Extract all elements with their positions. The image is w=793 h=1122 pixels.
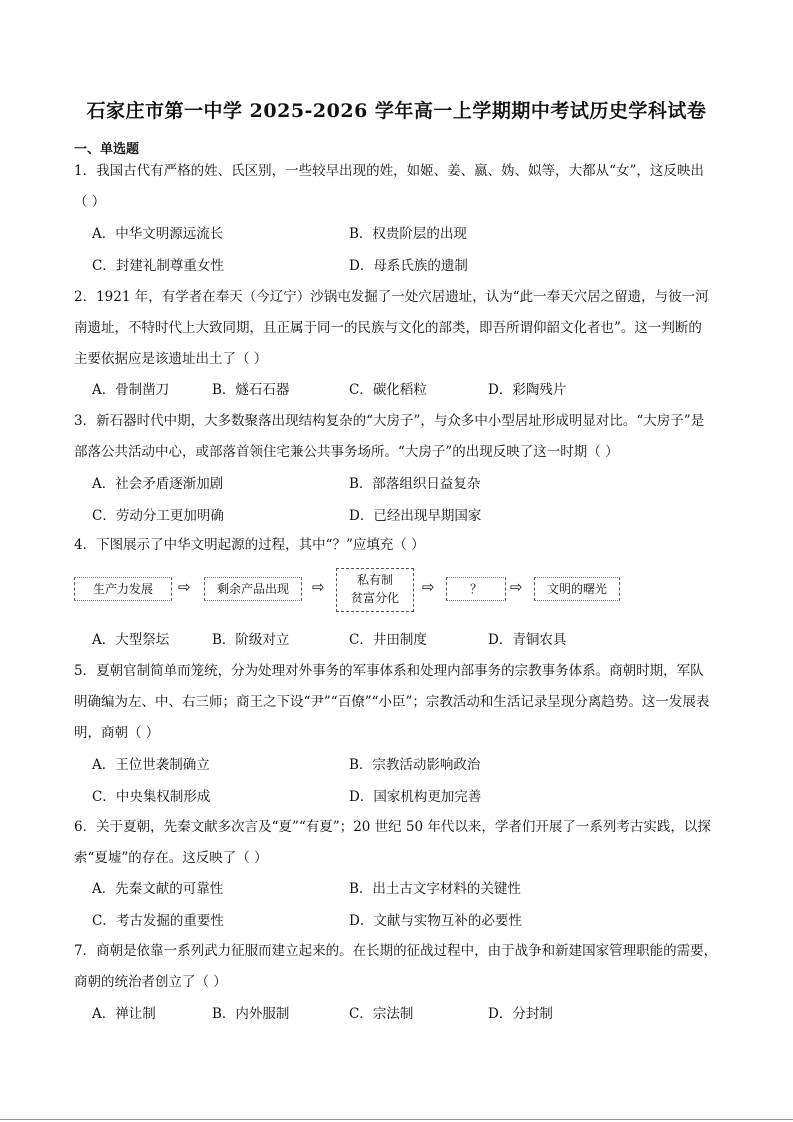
question-1 xyxy=(74,156,722,218)
question-5 xyxy=(74,656,722,749)
flow-step-private-ownership-line-1: 私有制 xyxy=(356,573,393,587)
question-5-options xyxy=(92,749,722,813)
question-7-option-a[interactable]: A．禅让制 xyxy=(92,1006,156,1022)
question-1-option-a[interactable]: A．中华文明源远流长 xyxy=(92,226,224,242)
section-heading: 一、单选题 xyxy=(74,142,140,157)
question-5-option-d[interactable]: D．国家机构更加完善 xyxy=(349,789,482,805)
flow-step-private-ownership xyxy=(336,568,414,612)
question-5-line-3: 明，商朝（ ） xyxy=(74,725,160,741)
question-2 xyxy=(74,282,722,375)
question-2-option-d[interactable]: D．彩陶残片 xyxy=(488,382,567,398)
question-3-options xyxy=(92,468,722,532)
question-2-line-2: 南遗址，不特时代上大致同期，且正属于同一的民族与文化的部类，即吾所谓仰韶文化者也”。这一判断的 xyxy=(74,320,702,336)
question-4-option-b[interactable]: B．阶级对立 xyxy=(212,632,290,648)
question-5-option-a[interactable]: A．王位世袭制确立 xyxy=(92,757,210,773)
question-1-line-2: （ ） xyxy=(74,194,106,210)
question-5-line-1: 5．夏朝官制简单而笼统，分为处理对外事务的军事体系和处理内部事务的宗教事务体系。商朝时期，军队 xyxy=(74,663,704,679)
exam-title: 石家庄市第一中学 2025-2026 学年高一上学期期中考试历史学科试卷 xyxy=(86,100,707,122)
question-3-option-c[interactable]: C．劳动分工更加明确 xyxy=(92,508,224,524)
flow-step-surplus: 剩余产品出现 xyxy=(204,577,302,601)
question-3-option-a[interactable]: A．社会矛盾逐渐加剧 xyxy=(92,476,224,492)
question-5-option-c[interactable]: C．中央集权制形成 xyxy=(92,789,211,805)
question-6-option-a[interactable]: A．先秦文献的可靠性 xyxy=(92,881,224,897)
flow-step-private-ownership-line-2: 贫富分化 xyxy=(350,591,399,605)
question-7-line-1: 7．商朝是依靠一系列武力征服而建立起来的。在长期的征战过程中，由于战争和新建国家管理职能的需要， xyxy=(74,943,718,959)
question-2-line-3: 主要依据应是该遗址出土了（ ） xyxy=(74,351,268,367)
civilization-flow-diagram xyxy=(74,568,634,612)
flow-arrow-icon: ⇨ xyxy=(312,578,325,596)
question-3-option-d[interactable]: D．已经出现早期国家 xyxy=(349,508,482,524)
flow-step-productivity: 生产力发展 xyxy=(74,577,172,601)
question-1-line-1: 1．我国古代有严格的姓、氏区别，一些较早出现的姓，如姬、姜、嬴、妫、姒等，大都从“女”，这反映出 xyxy=(74,163,704,179)
question-7-options xyxy=(92,998,722,1030)
question-7-line-2: 商朝的统治者创立了（ ） xyxy=(74,974,227,990)
question-2-option-a[interactable]: A．骨制凿刀 xyxy=(92,382,170,398)
question-7-option-c[interactable]: C．宗法制 xyxy=(349,1006,414,1022)
question-7 xyxy=(74,936,722,998)
question-7-option-b[interactable]: B．内外服制 xyxy=(212,1006,290,1022)
question-2-line-1: 2．1921 年，有学者在奉天（今辽宁）沙锅屯发掘了一处穴居遗址，认为“此一奉天穴居之留遗，与彼一河 xyxy=(74,289,709,305)
question-3 xyxy=(74,406,722,468)
question-4-option-c[interactable]: C．井田制度 xyxy=(349,632,427,648)
question-4 xyxy=(74,530,722,561)
question-1-option-b[interactable]: B．权贵阶层的出现 xyxy=(349,226,467,242)
question-4-option-d[interactable]: D．青铜农具 xyxy=(488,632,567,648)
question-1-option-d[interactable]: D．母系氏族的遗制 xyxy=(349,258,468,274)
question-6-option-b[interactable]: B．出土古文字材料的关键性 xyxy=(349,881,521,897)
question-3-option-b[interactable]: B．部落组织日益复杂 xyxy=(349,476,481,492)
flow-step-dawn-of-civilization: 文明的曙光 xyxy=(534,577,620,601)
question-4-option-a[interactable]: A．大型祭坛 xyxy=(92,632,170,648)
question-2-options xyxy=(92,374,722,406)
question-2-option-b[interactable]: B．燧石石器 xyxy=(212,382,290,398)
question-5-line-2: 明确编为左、中、右三师；商王之下设“尹”“百僚”“小臣”；宗教活动和生活记录呈现分离趋势。这一发展表 xyxy=(74,694,710,710)
question-4-options xyxy=(92,624,722,656)
question-6-option-d[interactable]: D．文献与实物互补的必要性 xyxy=(349,913,522,929)
question-6-option-c[interactable]: C．考古发掘的重要性 xyxy=(92,913,224,929)
question-3-line-1: 3．新石器时代中期，大多数聚落出现结构复杂的“大房子”，与众多中小型居址形成明显对比。“大房子”是 xyxy=(74,413,705,429)
question-3-line-2: 部落公共活动中心，或部落首领住宅兼公共事务场所。“大房子”的出现反映了这一时期（ ） xyxy=(74,444,619,460)
question-7-option-d[interactable]: D．分封制 xyxy=(488,1006,553,1022)
flow-arrow-icon: ⇨ xyxy=(422,578,435,596)
question-4-line-1: 4．下图展示了中华文明起源的过程，其中“？”应填充（ ） xyxy=(74,537,425,553)
question-6-options xyxy=(92,873,722,937)
page-bottom-divider xyxy=(0,1119,793,1120)
flow-arrow-icon: ⇨ xyxy=(178,578,191,596)
flow-step-unknown: ？ xyxy=(446,577,506,601)
question-1-options xyxy=(92,218,722,282)
flow-arrow-icon: ⇨ xyxy=(510,578,523,596)
question-5-option-b[interactable]: B．宗教活动影响政治 xyxy=(349,757,481,773)
question-2-option-c[interactable]: C．碳化稻粒 xyxy=(349,382,427,398)
question-6 xyxy=(74,812,722,874)
question-6-line-1: 6．关于夏朝，先秦文献多次言及“夏”“有夏”；20 世纪 50 年代以来，学者们开展了一系列考古实践，以探 xyxy=(74,819,711,835)
question-6-line-2: 索“夏墟”的存在。这反映了（ ） xyxy=(74,850,268,866)
question-1-option-c[interactable]: C．封建礼制尊重女性 xyxy=(92,258,224,274)
